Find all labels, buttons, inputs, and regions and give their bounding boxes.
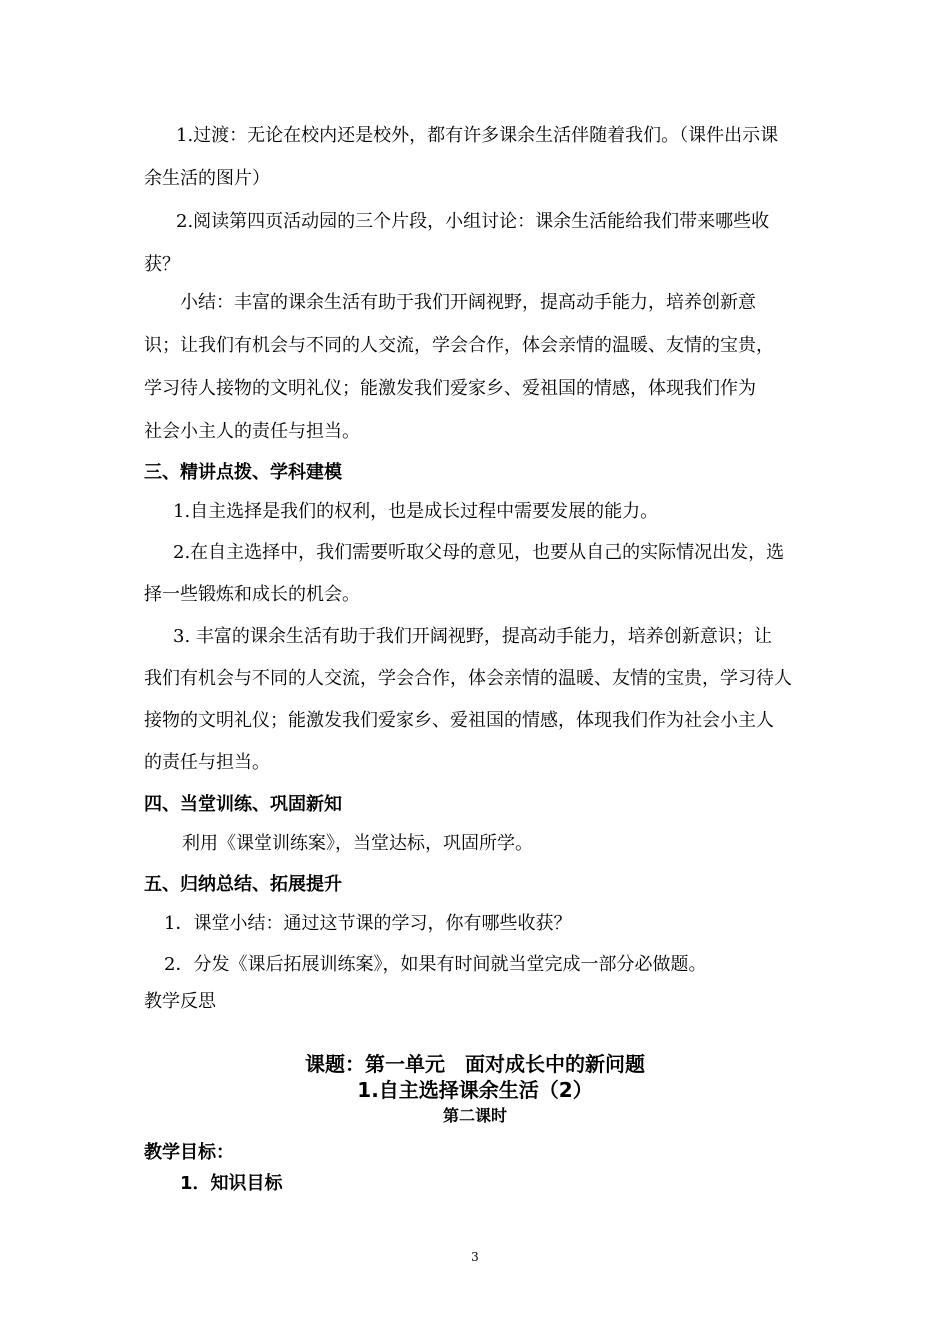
list-item: 1.自主选择是我们的权利，也是成长过程中需要发展的能力。 <box>173 501 659 522</box>
section-heading: 四、当堂训练、巩固新知 <box>144 794 342 815</box>
summary-line: 学习待人接物的文明礼仪；能激发我们爱家乡、爱祖国的情感，体现我们作为 <box>144 378 756 399</box>
goals-heading: 教学目标： <box>144 1142 234 1163</box>
lesson-title: 课题：第一单元 面对成长中的新问题 <box>305 1052 645 1076</box>
goal-item: 1．知识目标 <box>180 1173 283 1194</box>
paragraph-line: 2.阅读第四页活动园的三个片段，小组讨论：课余生活能给我们带来哪些收 <box>176 211 770 232</box>
summary-line: 社会小主人的责任与担当。 <box>144 421 360 442</box>
paragraph-line: 利用《课堂训练案》，当堂达标，巩固所学。 <box>182 833 533 854</box>
paragraph-line: 获？ <box>144 254 180 275</box>
section-heading: 三、精讲点拨、学科建模 <box>144 462 342 483</box>
lesson-subtitle: 1.自主选择课余生活（2） <box>357 1078 593 1102</box>
list-item: 2．分发《课后拓展训练案》，如果有时间就当堂完成一部分必做题。 <box>164 954 707 975</box>
summary-line: 识；让我们有机会与不同的人交流，学会合作，体会亲情的温暖、友情的宝贵， <box>144 335 774 356</box>
list-item: 1．课堂小结：通过这节课的学习，你有哪些收获？ <box>164 913 572 934</box>
list-item: 2.在自主选择中，我们需要听取父母的意见，也要从自己的实际情况出发，选 <box>173 542 785 563</box>
section-heading: 五、归纳总结、拓展提升 <box>144 874 342 895</box>
list-item: 3. 丰富的课余生活有助于我们开阔视野，提高动手能力，培养创新意识；让 <box>173 626 772 647</box>
list-item-continuation: 的责任与担当。 <box>144 752 270 773</box>
page-number: 3 <box>471 1250 479 1264</box>
list-item-continuation: 我们有机会与不同的人交流，学会合作，体会亲情的温暖、友情的宝贵，学习待人 <box>144 668 792 689</box>
paragraph-line: 余生活的图片） <box>144 168 270 189</box>
reflection-label: 教学反思 <box>144 991 216 1012</box>
summary-line: 小结：丰富的课余生活有助于我们开阔视野，提高动手能力，培养创新意 <box>180 292 756 313</box>
paragraph-line: 1.过渡：无论在校内还是校外，都有许多课余生活伴随着我们。（课件出示课 <box>176 125 779 146</box>
session-label: 第二课时 <box>442 1106 507 1125</box>
list-item-continuation: 接物的文明礼仪；能激发我们爱家乡、爱祖国的情感，体现我们作为社会小主人 <box>144 710 774 731</box>
list-item-continuation: 择一些锻炼和成长的机会。 <box>144 584 360 605</box>
